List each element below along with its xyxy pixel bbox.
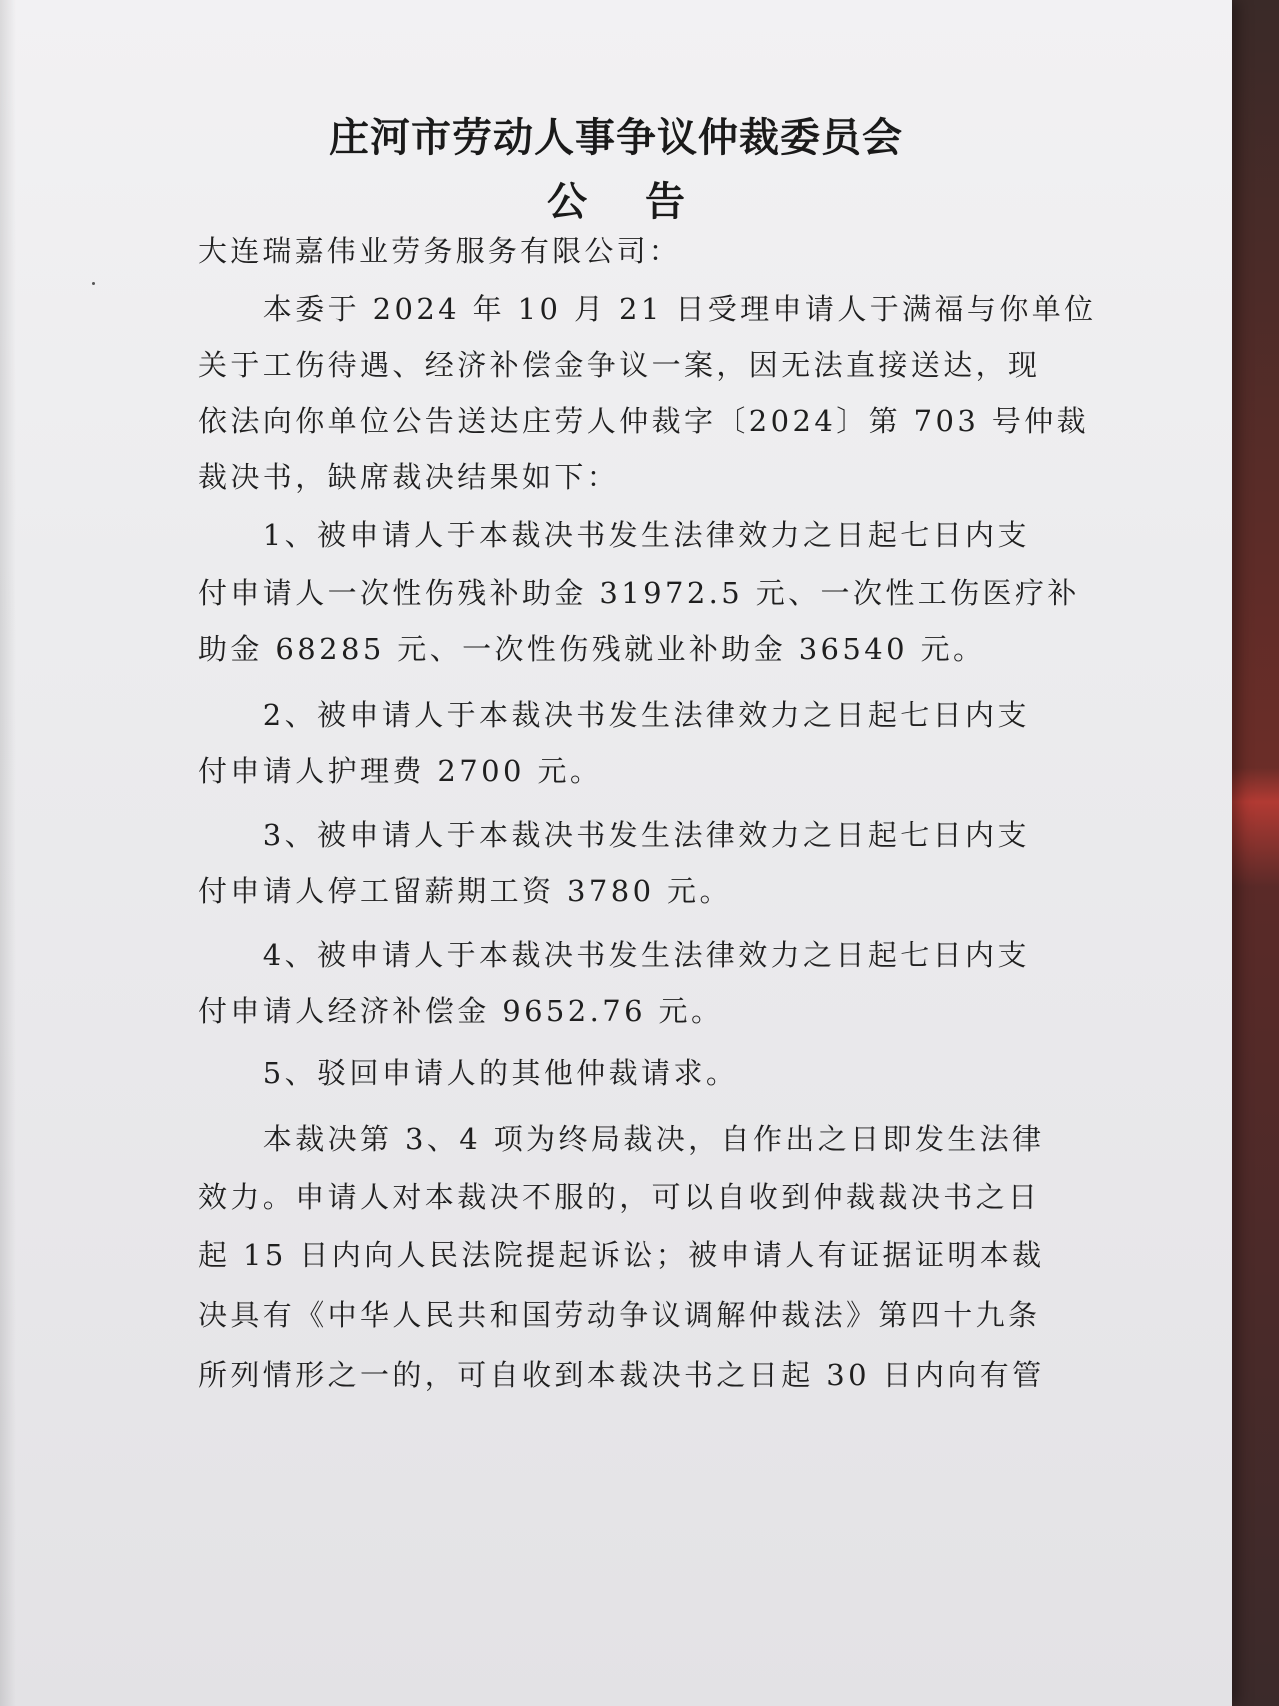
body-line: 付申请人经济补偿金 9652.76 元。 [198, 994, 724, 1028]
body-line: 付申请人停工留薪期工资 3780 元。 [198, 874, 732, 908]
subtitle-char-2: 告 [645, 179, 685, 225]
body-line: 3、被申请人于本裁决书发生法律效力之日起七日内支 [198, 818, 1030, 852]
body-line: 付申请人护理费 2700 元。 [198, 754, 603, 788]
body-line: 依法向你单位公告送达庄劳人仲裁字〔2024〕第 703 号仲裁 [198, 404, 1089, 438]
body-line: 4、被申请人于本裁决书发生法律效力之日起七日内支 [198, 938, 1030, 972]
body-line: 1、被申请人于本裁决书发生法律效力之日起七日内支 [198, 518, 1030, 552]
subtitle-char-1: 公 [547, 179, 587, 225]
body-line: 所列情形之一的，可自收到本裁决书之日起 30 日内向有管 [198, 1358, 1045, 1392]
body-line: 本委于 2024 年 10 月 21 日受理申请人于满福与你单位 [198, 292, 1097, 326]
body-line: 效力。申请人对本裁决不服的，可以自收到仲裁裁决书之日 [198, 1180, 1041, 1214]
document-title: 庄河市劳动人事争议仲裁委员会 [329, 115, 903, 161]
body-line: 本裁决第 3、4 项为终局裁决，自作出之日即发生法律 [198, 1122, 1045, 1156]
body-line: 5、驳回申请人的其他仲裁请求。 [198, 1056, 739, 1090]
body-line: 起 15 日内向人民法院提起诉讼；被申请人有证据证明本裁 [198, 1238, 1045, 1272]
addressee: 大连瑞嘉伟业劳务服务有限公司： [198, 234, 682, 268]
document-subtitle [0, 170, 1232, 227]
body-line: 助金 68285 元、一次性伤残就业补助金 36540 元。 [198, 632, 986, 666]
body-line: 裁决书，缺席裁决结果如下： [198, 460, 620, 494]
body-line: 付申请人一次性伤残补助金 31972.5 元、一次性工伤医疗补 [198, 576, 1080, 610]
body-line: 2、被申请人于本裁决书发生法律效力之日起七日内支 [198, 698, 1030, 732]
paper-speck [92, 282, 95, 285]
body-line: 关于工伤待遇、经济补偿金争议一案，因无法直接送达，现 [198, 348, 1041, 382]
body-line: 决具有《中华人民共和国劳动争议调解仲裁法》第四十九条 [198, 1298, 1041, 1332]
